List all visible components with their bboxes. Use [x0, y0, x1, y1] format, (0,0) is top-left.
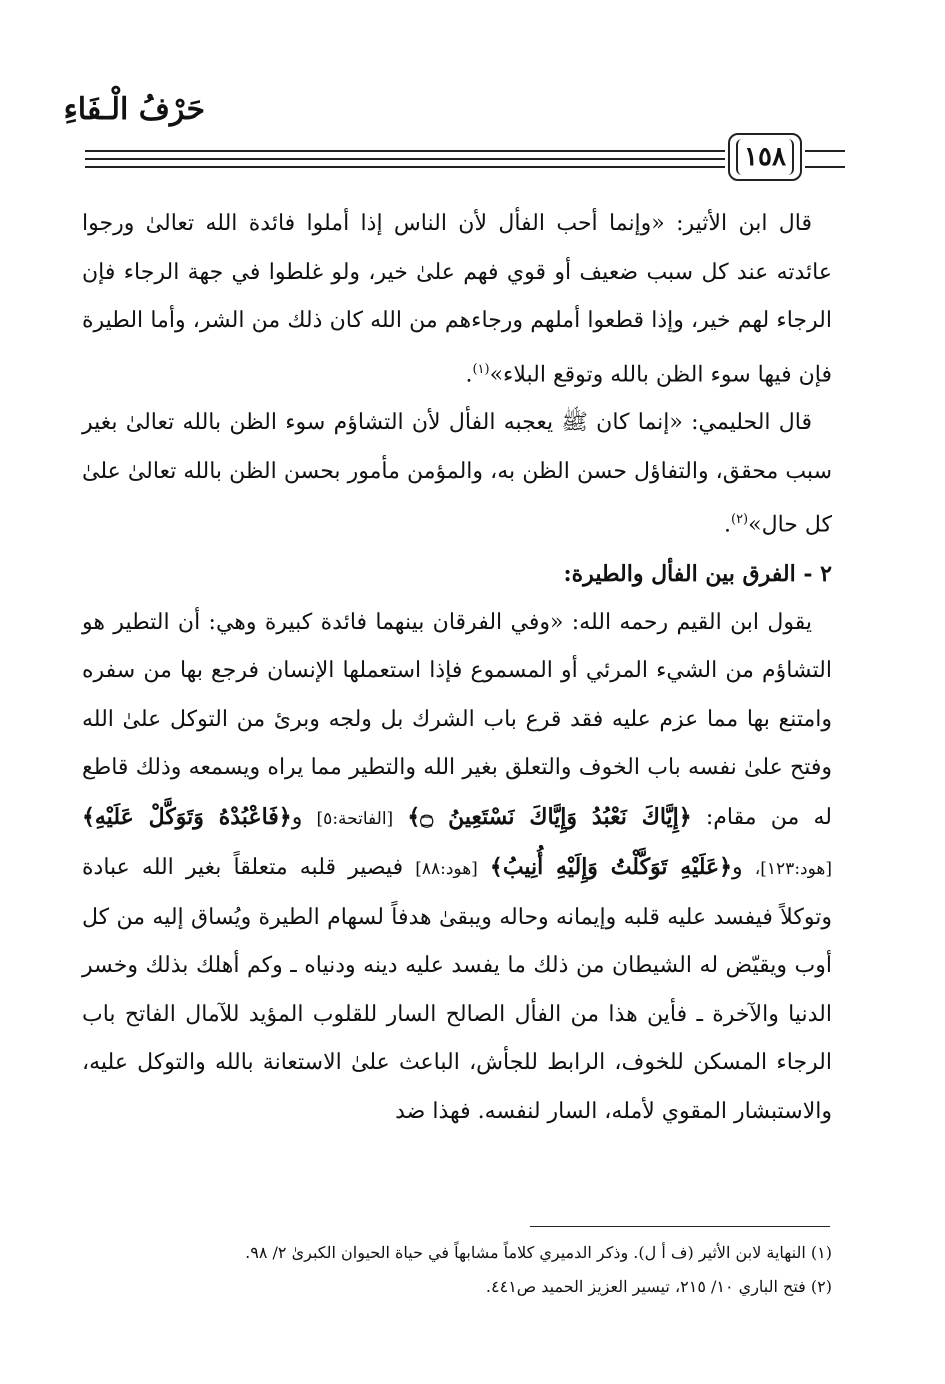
- quran-verse: ﴿عَلَيْهِ تَوَكَّلْتُ وَإِلَيْهِ أُنِيبُ﴾: [489, 854, 733, 881]
- paragraph-text: قال الحليمي: «إنما كان ﷺ يعجبه الفأل لأن التشاؤم سوء الظن بالله تعالىٰ بغير سبب محقق، والتفاؤل حسن الظن به، والمؤمن مأمور بحسن الظن بالله تعالىٰ علىٰ كل حال»: [82, 410, 832, 538]
- footnote-ref: (٢): [730, 512, 749, 528]
- header-rule: [805, 150, 845, 152]
- verse-reference: [هود:١٢٣]،: [754, 859, 832, 880]
- running-head: حَرْفُ الْـفَاءِ: [63, 92, 205, 127]
- header-rule: [805, 166, 845, 168]
- paragraph-halimi: قال الحليمي: «إنما كان ﷺ يعجبه الفأل لأن التشاؤم سوء الظن بالله تعالىٰ بغير سبب محقق، والتفاؤل حسن الظن به، والمؤمن مأمور بحسن الظن بالله تعالىٰ علىٰ كل حال»$^{(٢)}$.: [82, 410, 832, 538]
- header-rule: [85, 158, 725, 160]
- footnote-2: (٢) فتح الباري ١٠/ ٢١٥، تيسير العزيز الحميد ص٤٤١.: [485, 1277, 832, 1296]
- paragraph-text: فيصير قلبه متعلقاً بغير الله عبادة وتوكلاً فيفسد عليه قلبه وإيمانه وحاله ويبقىٰ هدفاً لسهام الطيرة ويُساق إليه من كل أوب ويقيّض له الشيطان من ذلك ما يفسد عليه دينه ودنياه ـ وكم أهلك بذلك وخسر الدنيا والآخرة ـ فأين هذا من الفأل الصالح السار للقلوب المؤيد للآمال الفاتح باب الرجاء المسكن للخوف، الرابط للجأش، الباعث علىٰ الاستعانة بالله والتوكل عليه، والاستبشار المقوي لأمله، السار لنفسه. فهذا ضد: [82, 855, 832, 1124]
- header-rule: [85, 150, 725, 152]
- page-number: ١٥٨: [744, 142, 786, 172]
- conjunction: و: [291, 804, 303, 830]
- quran-verse: ﴿فَاعْبُدْهُ وَتَوَكَّلْ عَلَيْهِ﴾: [82, 803, 292, 830]
- quran-verse: ﴿إِيَّاكَ نَعْبُدُ وَإِيَّاكَ نَسْتَعِينُ ۝﴾: [407, 803, 692, 830]
- header-rule: [85, 166, 725, 168]
- paragraph-text: قال ابن الأثير: «وإنما أحب الفأل لأن الناس إذا أملوا فائدة الله تعالىٰ ورجوا عائدته عند كل سبب ضعيف أو قوي فهم علىٰ خير، ولو غلطوا في جهة الرجاء فإن الرجاء لهم خير، وإذا قطعوا أملهم ورجاءهم من الله كان ذلك من الشر، وأما الطيرة فإن فيها سوء الظن بالله وتوقع البلاء»: [82, 211, 832, 387]
- footnotes: [82, 1236, 832, 1304]
- footnote-1: (١) النهاية لابن الأثير (ف أ ل). وذكر الدميري كلاماً مشابهاً في حياة الحيوان الكبرىٰ ٢/ ٩٨.: [245, 1243, 832, 1262]
- conjunction: و: [732, 855, 743, 881]
- verse-reference: [الفاتحة:٥]: [316, 808, 394, 829]
- paragraph-ibn-qayyim: [82, 599, 832, 1137]
- verse-reference: [هود:٨٨]: [415, 859, 478, 880]
- footnote-separator: [530, 1226, 830, 1227]
- main-text: [82, 200, 832, 1136]
- footnote-ref: (١): [472, 361, 490, 377]
- page-number-box: [728, 133, 802, 181]
- section-heading: ٢ - الفرق بين الفأل والطيرة:: [563, 561, 832, 588]
- paragraph-ibn-athir: قال ابن الأثير: «وإنما أحب الفأل لأن الناس إذا أملوا فائدة الله تعالىٰ ورجوا عائدته عند كل سبب ضعيف أو قوي فهم علىٰ خير، ولو غلطوا في جهة الرجاء فإن الرجاء لهم خير، وإذا قطعوا أملهم ورجاءهم من الله كان ذلك من الشر، وأما الطيرة فإن فيها سوء الظن بالله وتوقع البلاء»$^{(١)}$.: [82, 211, 832, 387]
- paragraph-text: يقول ابن القيم رحمه الله: «وفي الفرقان بينهما فائدة كبيرة وهي: أن التطير هو التشاؤم من الشيء المرئي أو المسموع فإذا استعملها الإنسان فرجع بها من سفره وامتنع بها مما عزم عليه فقد قرع باب الشرك بل ولجه وبرئ من التوكل علىٰ الله وفتح علىٰ نفسه باب الخوف والتعلق بغير الله والتطير مما يراه ويسمعه وذلك قاطع له من مقام:: [82, 609, 832, 830]
